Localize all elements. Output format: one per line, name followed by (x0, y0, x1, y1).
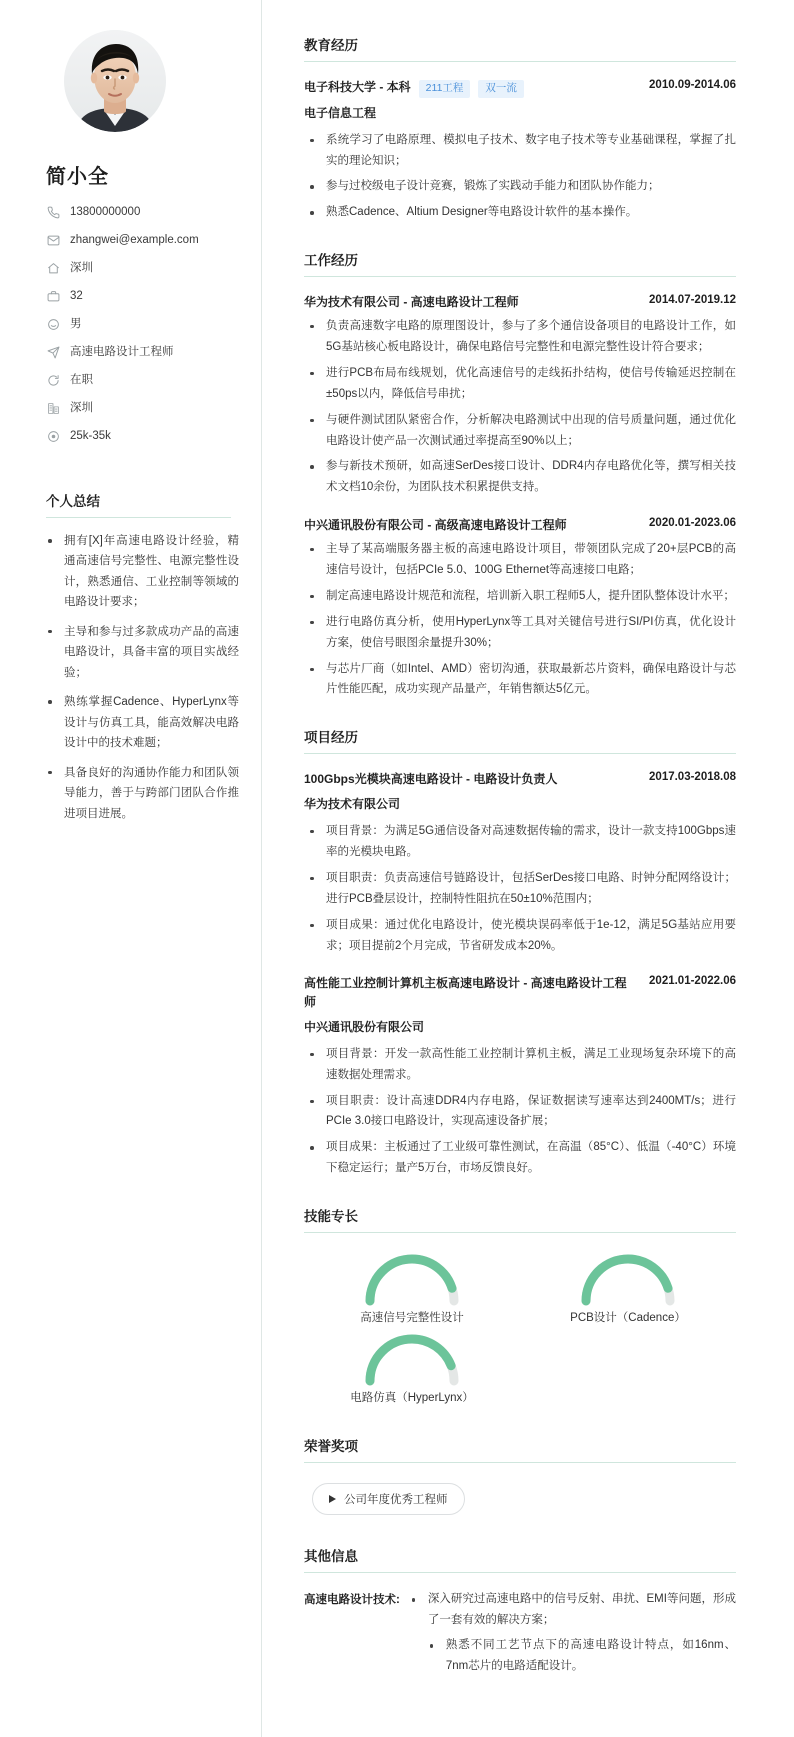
portrait-photo (64, 30, 166, 132)
list-item: 项目成果：通过优化电路设计，使光模块误码率低于1e-12，满足5G基站应用要求；项目提前2个月完成，节省研发成本20%。 (304, 915, 736, 957)
list-item: 深入研究过高速电路中的信号反射、串扰、EMI等问题，形成了一套有效的解决方案； (406, 1589, 736, 1631)
contact-value: 高速电路设计工程师 (70, 345, 174, 358)
mail-icon (46, 233, 61, 248)
entry-date: 2010.09-2014.06 (649, 79, 736, 91)
contact-value: 男 (70, 317, 82, 330)
skill-item (520, 1249, 736, 1325)
list-item: 熟练掌握Cadence、HyperLynx等设计与仿真工具，能高效解决电路设计中的技术难题； (46, 692, 239, 753)
project-entry (304, 974, 736, 1179)
list-item: 主导了某高端服务器主板的高速电路设计项目，带领团队完成了20+层PCB的高速信号设计，包括PCIe 5.0、100G Ethernet等高速接口电路； (304, 539, 736, 581)
contact-value: 深圳 (70, 261, 93, 274)
list-item: 与芯片厂商（如Intel、AMD）密切沟通，获取最新芯片资料，确保电路设计与芯片性能匹配，成功实现产品量产，年销售额达5亿元。 (304, 659, 736, 701)
list-item: 项目背景：开发一款高性能工业控制计算机主板，满足工业现场复杂环境下的高速数据处理需求。 (304, 1044, 736, 1086)
candidate-name: 简小全 (46, 166, 109, 188)
list-item: 与硬件测试团队紧密合作，分析解决电路测试中出现的信号质量问题，通过优化电路设计使产品一次测试通过率提高至90%以上； (304, 410, 736, 452)
entry-header (304, 78, 736, 98)
other-info-values (406, 1589, 736, 1681)
entry-header (304, 770, 736, 789)
entry-title-wrap (304, 770, 637, 789)
awards-title: 荣誉奖项 (304, 1435, 736, 1463)
status-icon (46, 373, 61, 388)
summary-list (46, 531, 239, 824)
list-item: 项目成果：主板通过了工业级可靠性测试，在高温（85°C）、低温（-40°C）环境下稳定运行；量产5万台，市场反馈良好。 (304, 1137, 736, 1179)
status-badge: 双一流 (478, 80, 524, 98)
projects-title: 项目经历 (304, 726, 736, 754)
education-section (304, 34, 736, 223)
entry-date: 2021.01-2022.06 (649, 975, 736, 988)
education-entry (304, 78, 736, 223)
entry-date: 2014.07-2019.12 (649, 294, 736, 307)
send-icon (46, 345, 61, 360)
list-item: 拥有[X]年高速电路设计经验，精通高速信号完整性、电源完整性设计，熟悉通信、工业控制等领域的电路设计要求； (46, 531, 239, 613)
summary-title: 个人总结 (46, 490, 231, 518)
gauge-icon (360, 1329, 464, 1387)
contact-value: 32 (70, 289, 83, 302)
play-triangle-icon (329, 1495, 336, 1503)
award-list (304, 1479, 736, 1519)
skill-item (304, 1329, 520, 1405)
list-item: 进行PCB布局布线规划，优化高速信号的走线拓扑结构，使信号传输延迟控制在±50ps以内，降低信号串扰； (304, 363, 736, 405)
education-title: 教育经历 (304, 34, 736, 62)
entry-header (304, 293, 736, 312)
entry-subtitle: 华为技术有限公司 (304, 796, 401, 811)
project-entry (304, 770, 736, 956)
list-item: 项目背景：为满足5G通信设备对高速数据传输的需求，设计一款支持100Gbps速率的光模块电路。 (304, 821, 736, 863)
gender-icon (46, 317, 61, 332)
salary-icon (46, 429, 61, 444)
entry-title-wrap (304, 974, 637, 1011)
list-item: 项目职责：设计高速DDR4内存电路，保证数据读写速率达到2400MT/s；进行PCIe 3.0接口电路设计，实现高速设备扩展； (304, 1091, 736, 1133)
skill-item (304, 1249, 520, 1325)
contact-list (46, 205, 239, 444)
entry-subtitle: 中兴通讯股份有限公司 (304, 1019, 425, 1034)
skills-grid (304, 1249, 736, 1409)
entry-header (304, 974, 736, 1011)
entry-date: 2017.03-2018.08 (649, 771, 736, 784)
contact-value: 13800000000 (70, 205, 141, 218)
entry-title: 高性能工业控制计算机主板高速电路设计 - 高速电路设计工程师 (304, 976, 627, 1010)
entry-title: 电子科技大学 - 本科 (304, 80, 411, 94)
skill-label: PCB设计（Cadence） (570, 1312, 686, 1325)
contact-work-city (46, 401, 239, 416)
contact-value: zhangwei@example.com (70, 233, 199, 246)
briefcase-icon (46, 289, 61, 304)
skills-title: 技能专长 (304, 1205, 736, 1233)
skills-section (304, 1205, 736, 1409)
status-badge: 211工程 (419, 80, 471, 98)
award-label: 公司年度优秀工程师 (344, 1494, 448, 1507)
entry-bullets (304, 1044, 736, 1180)
projects-section (304, 726, 736, 1179)
avatar (64, 30, 166, 132)
other-info-section (304, 1545, 736, 1681)
list-item: 参与新技术预研，如高速SerDes接口设计、DDR4内存电路优化等，撰写相关技术文档10余份，为团队技术积累提供支持。 (304, 456, 736, 498)
contact-age (46, 289, 239, 304)
contact-gender (46, 317, 239, 332)
other-info-row (304, 1589, 736, 1681)
work-entry (304, 293, 736, 498)
work-entry (304, 516, 736, 700)
gauge-icon (360, 1249, 464, 1307)
entry-bullets (304, 821, 736, 957)
contact-value: 25k-35k (70, 429, 111, 442)
entry-title: 华为技术有限公司 - 高速电路设计工程师 (304, 295, 519, 310)
contact-email (46, 233, 239, 248)
entry-title-wrap (304, 293, 637, 312)
list-item: 负责高速数字电路的原理图设计，参与了多个通信设备项目的电路设计工作，如5G基站核心板电路设计，确保电路信号完整性和电源完整性设计符合要求； (304, 316, 736, 358)
entry-bullets (304, 539, 736, 700)
list-item: 参与过校级电子设计竞赛，锻炼了实践动手能力和团队协作能力； (304, 176, 736, 197)
building-icon (46, 401, 61, 416)
list-item: 熟悉不同工艺节点下的高速电路设计特点，如16nm、7nm芯片的电路适配设计。 (406, 1635, 736, 1677)
summary-section (46, 490, 239, 824)
entry-bullets (304, 130, 736, 224)
contact-value: 在职 (70, 373, 93, 386)
contact-status (46, 373, 239, 388)
phone-icon (46, 205, 61, 220)
list-item: 进行电路仿真分析，使用HyperLynx等工具对关键信号进行SI/PI仿真，优化设计方案，使信号眼图余量提升30%； (304, 612, 736, 654)
main-content (262, 0, 794, 1737)
entry-title: 中兴通讯股份有限公司 - 高级高速电路设计工程师 (304, 518, 567, 533)
work-title: 工作经历 (304, 249, 736, 277)
list-item: 熟悉Cadence、Altium Designer等电路设计软件的基本操作。 (304, 202, 736, 223)
contact-salary (46, 429, 239, 444)
entry-bullets (304, 316, 736, 498)
awards-section (304, 1435, 736, 1519)
left-sidebar (0, 0, 262, 1737)
skill-label: 电路仿真（HyperLynx） (350, 1392, 474, 1405)
work-section (304, 249, 736, 700)
entry-title-wrap (304, 78, 637, 98)
list-item: 系统学习了电路原理、模拟电子技术、数字电子技术等专业基础课程，掌握了扎实的理论知识； (304, 130, 736, 172)
list-item: 制定高速电路设计规范和流程，培训新入职工程师5人，提升团队整体设计水平； (304, 586, 736, 607)
contact-position (46, 345, 239, 360)
entry-header (304, 516, 736, 535)
other-info-title: 其他信息 (304, 1545, 736, 1573)
contact-location (46, 261, 239, 276)
list-item: 具备良好的沟通协作能力和团队领导能力，善于与跨部门团队合作推进项目进展。 (46, 763, 239, 824)
entry-date: 2020.01-2023.06 (649, 517, 736, 530)
other-info-key: 高速电路设计技术: (304, 1594, 400, 1607)
list-item: 项目职责：负责高速信号链路设计，包括SerDes接口电路、时钟分配网络设计；进行PCB叠层设计，控制特性阻抗在50±10%范围内； (304, 868, 736, 910)
gauge-icon (576, 1249, 680, 1307)
entry-title-wrap (304, 516, 637, 535)
entry-title: 100Gbps光模块高速电路设计 - 电路设计负责人 (304, 772, 558, 787)
contact-value: 深圳 (70, 401, 93, 414)
contact-phone (46, 205, 239, 220)
award-pill[interactable] (312, 1483, 465, 1515)
entry-subtitle: 电子信息工程 (304, 105, 377, 120)
home-icon (46, 261, 61, 276)
skill-label: 高速信号完整性设计 (360, 1312, 464, 1325)
list-item: 主导和参与过多款成功产品的高速电路设计，具备丰富的项目实战经验； (46, 622, 239, 683)
